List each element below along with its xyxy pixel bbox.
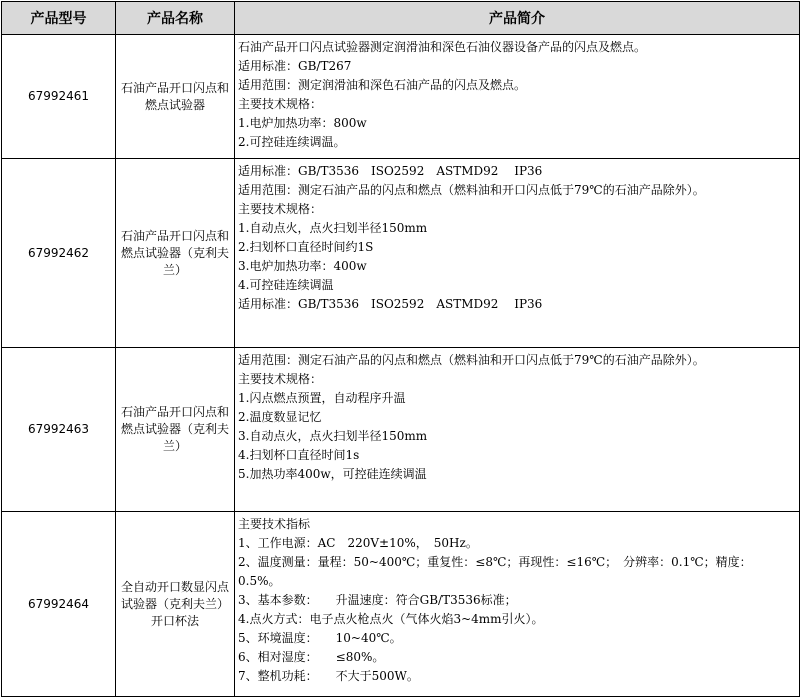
intro-line: 6、相对湿度： ≤80%。: [238, 650, 385, 664]
intro-line: 2、温度测量：量程：50~400℃；重复性：≤8℃；再现性：≤16℃； 分辨率：0.1℃；精度： 0.5%。: [238, 555, 758, 588]
table-row: [2, 159, 800, 348]
intro-line: 3.电炉加热功率：400w: [238, 259, 367, 273]
header-model: 产品型号: [2, 2, 116, 35]
intro-line: 4.扫划杯口直径时间1s: [238, 448, 360, 462]
intro-line: 1、工作电源：AC 220V±10%， 50Hz。: [238, 536, 478, 550]
intro-line: 4.点火方式：电子点火枪点火（气体火焰3~4mm引火）。: [238, 612, 544, 626]
product-name: 石油产品开口闪点和燃点试验器（克利夫兰）: [116, 348, 235, 512]
table-row: [2, 35, 800, 159]
product-name: 全自动开口数显闪点试验器（克利夫兰）开口杯法: [116, 512, 235, 697]
intro-line: 5、环境温度： 10~40℃。: [238, 631, 402, 645]
intro-line: 适用范围：测定润滑油和深色石油产品的闪点及燃点。: [238, 78, 527, 92]
product-model: 67992464: [2, 512, 116, 697]
product-name: 石油产品开口闪点和燃点试验器: [116, 35, 235, 159]
intro-line: 3.自动点火，点火扫划半径150mm: [238, 429, 428, 443]
product-intro: [235, 512, 800, 697]
intro-line: 5.加热功率400w，可控硅连续调温: [238, 467, 427, 481]
intro-line: 7、整机功耗： 不大于500W。: [238, 669, 419, 683]
intro-line: 主要技术规格：: [238, 97, 323, 111]
intro-line: 1.自动点火，点火扫划半径150mm: [238, 221, 428, 235]
intro-line: 适用范围：测定石油产品的闪点和燃点（燃料油和开口闪点低于79℃的石油产品除外）。: [238, 353, 705, 367]
intro-line: 适用标准：GB/T3536 ISO2592 ASTMD92 IP36: [238, 164, 543, 178]
product-intro: [235, 348, 800, 512]
intro-line: 3、基本参数： 升温速度：符合GB/T3536标准；: [238, 593, 517, 607]
intro-line: 适用标准：GB/T267: [238, 59, 352, 73]
product-model: 67992461: [2, 35, 116, 159]
product-model: 67992462: [2, 159, 116, 348]
intro-line: 石油产品开口闪点试验器测定润滑油和深色石油仪器设备产品的闪点及燃点。: [238, 40, 647, 54]
product-name: 石油产品开口闪点和燃点试验器（克利夫兰）: [116, 159, 235, 348]
intro-line: 2.扫划杯口直径时间约1S: [238, 240, 374, 254]
table-row: [2, 348, 800, 512]
intro-line: 主要技术规格：: [238, 372, 323, 386]
product-table: [1, 1, 800, 697]
header-name: 产品名称: [116, 2, 235, 35]
product-model: 67992463: [2, 348, 116, 512]
intro-line: 2.可控硅连续调温。: [238, 135, 346, 149]
header-intro: 产品简介: [235, 2, 800, 35]
intro-line: 主要技术指标: [238, 517, 311, 531]
header-row: [2, 2, 800, 35]
intro-line: 适用标准：GB/T3536 ISO2592 ASTMD92 IP36: [238, 297, 543, 311]
intro-line: 1.闪点燃点预置，自动程序升温: [238, 391, 406, 405]
intro-line: 2.温度数显记忆: [238, 410, 322, 424]
product-intro: [235, 35, 800, 159]
intro-line: 4.可控硅连续调温: [238, 278, 334, 292]
intro-line: 主要技术规格：: [238, 202, 323, 216]
intro-line: 1.电炉加热功率：800w: [238, 116, 367, 130]
table-row: [2, 512, 800, 697]
product-intro: [235, 159, 800, 348]
intro-line: 适用范围：测定石油产品的闪点和燃点（燃料油和开口闪点低于79℃的石油产品除外）。: [238, 183, 705, 197]
